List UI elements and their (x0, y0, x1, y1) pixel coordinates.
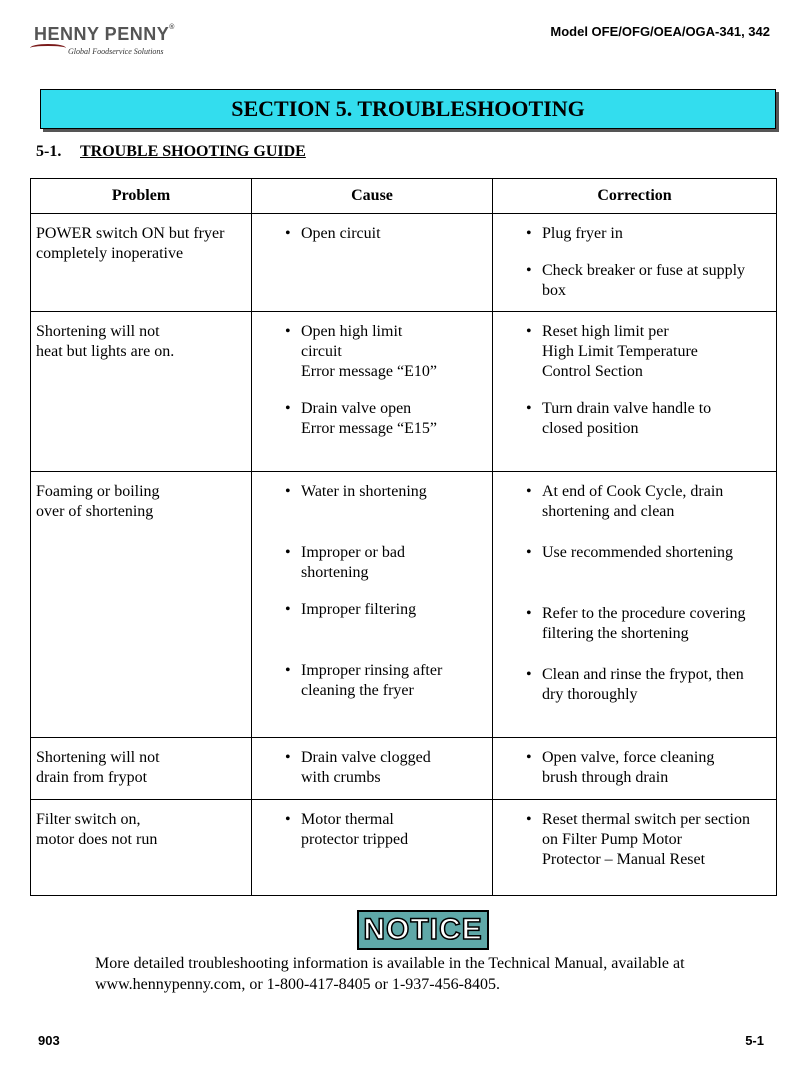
correction-line: • Reset high limit per (542, 323, 669, 340)
cause-bullet (285, 399, 488, 439)
logo-brand: HENNY PENNY® (34, 24, 175, 44)
cause-line: Error message “E10” (301, 363, 437, 380)
notice-text (95, 953, 775, 995)
correction-line: • Refer to the procedure covering (542, 605, 746, 622)
cause-bullet (285, 322, 488, 382)
cause-line: protector tripped (301, 831, 409, 848)
correction-line: closed position (542, 420, 639, 437)
problem-cell (31, 312, 252, 472)
subsection-heading (36, 143, 306, 161)
cause-bullet (285, 661, 488, 701)
correction-bullet (526, 261, 772, 301)
cause-cell (252, 800, 493, 896)
correction-line: filtering the shortening (542, 625, 689, 642)
correction-line: • Clean and rinse the frypot, then (542, 666, 744, 683)
cause-line: • Motor thermal (301, 811, 394, 828)
header-cause: Cause (252, 179, 493, 214)
subsection-title: TROUBLE SHOOTING GUIDE (80, 143, 306, 160)
table-row (31, 738, 777, 800)
problem-line: completely inoperative (36, 245, 184, 262)
correction-bullet (526, 604, 772, 644)
cause-line: • Water in shortening (301, 483, 427, 500)
cause-bullet (285, 543, 488, 583)
correction-cell (493, 738, 777, 800)
cause-bullet (285, 482, 488, 502)
header-problem: Problem (31, 179, 252, 214)
section-banner (40, 89, 776, 129)
problem-line: heat but lights are on. (36, 343, 175, 360)
correction-line: shortening and clean (542, 503, 675, 520)
correction-line: • Plug fryer in (542, 225, 623, 242)
logo-swoosh-icon (30, 44, 66, 52)
table-header-row (31, 179, 777, 214)
problem-line: Shortening will not (36, 749, 160, 766)
problem-cell (31, 800, 252, 896)
cause-line: • Improper filtering (301, 601, 417, 618)
cause-line: shortening (301, 564, 369, 581)
problem-line: Foaming or boiling (36, 483, 160, 500)
correction-bullet (526, 322, 772, 382)
problem-line: motor does not run (36, 831, 158, 848)
correction-line: dry thoroughly (542, 686, 638, 703)
correction-cell (493, 472, 777, 738)
correction-cell (493, 214, 777, 312)
cause-cell (252, 214, 493, 312)
correction-line: • Check breaker or fuse at supply (542, 262, 746, 279)
header-correction: Correction (493, 179, 777, 214)
problem-line: over of shortening (36, 503, 154, 520)
correction-line: High Limit Temperature (542, 343, 698, 360)
cause-line: • Drain valve open (301, 400, 412, 417)
cause-line: • Open high limit (301, 323, 403, 340)
correction-line: Control Section (542, 363, 643, 380)
correction-line: • Use recommended shortening (542, 544, 734, 561)
cause-line: • Improper or bad (301, 544, 405, 561)
subsection-number: 5-1. (36, 143, 62, 160)
correction-line: brush through drain (542, 769, 669, 786)
cause-bullet (285, 600, 488, 620)
table-row (31, 214, 777, 312)
correction-bullet (526, 665, 772, 705)
table-row (31, 472, 777, 738)
problem-cell (31, 472, 252, 738)
cause-line: circuit (301, 343, 342, 360)
cause-bullet (285, 810, 488, 850)
cause-line: Error message “E15” (301, 420, 437, 437)
logo-tagline: Global Foodservice Solutions (68, 47, 164, 56)
cause-bullet (285, 748, 488, 788)
correction-bullet (526, 482, 772, 522)
table-row (31, 312, 777, 472)
notice-label: NOTICE (363, 913, 483, 946)
cause-cell (252, 472, 493, 738)
correction-line: on Filter Pump Motor (542, 831, 683, 848)
problem-cell (31, 214, 252, 312)
correction-line: • At end of Cook Cycle, drain (542, 483, 724, 500)
correction-line: • Reset thermal switch per section (542, 811, 750, 828)
cause-line: • Improper rinsing after (301, 662, 443, 679)
correction-line: • Open valve, force cleaning (542, 749, 715, 766)
correction-cell (493, 312, 777, 472)
section-title: SECTION 5. TROUBLESHOOTING (231, 96, 585, 121)
correction-bullet (526, 543, 772, 563)
correction-line: Protector – Manual Reset (542, 851, 706, 868)
cause-line: • Drain valve clogged (301, 749, 431, 766)
problem-line: Shortening will not (36, 323, 160, 340)
correction-cell (493, 800, 777, 896)
correction-bullet (526, 224, 772, 244)
correction-bullet (526, 748, 772, 788)
footer-page-number: 5-1 (745, 1033, 764, 1048)
cause-line: • Open circuit (301, 225, 381, 242)
footer-doc-number: 903 (38, 1033, 60, 1048)
henny-penny-logo (30, 20, 202, 64)
problem-line: drain from frypot (36, 769, 148, 786)
correction-bullet (526, 810, 772, 870)
problem-cell (31, 738, 252, 800)
model-number: Model OFE/OFG/OEA/OGA-341, 342 (550, 24, 770, 39)
cause-line: with crumbs (301, 769, 381, 786)
problem-line: POWER switch ON but fryer (36, 225, 225, 242)
notice-text-line: More detailed troubleshooting information is available in the Technical Manual, available at (95, 955, 685, 972)
correction-bullet (526, 399, 772, 439)
notice-badge (357, 910, 489, 950)
problem-line: Filter switch on, (36, 811, 141, 828)
troubleshooting-table (30, 178, 777, 896)
cause-line: cleaning the fryer (301, 682, 414, 699)
correction-line: box (542, 282, 566, 299)
table-row (31, 800, 777, 896)
notice-text-line: www.hennypenny.com, or 1-800-417-8405 or 1-937-456-8405. (95, 976, 500, 993)
cause-cell (252, 738, 493, 800)
cause-cell (252, 312, 493, 472)
cause-bullet (285, 224, 488, 244)
correction-line: • Turn drain valve handle to (542, 400, 712, 417)
